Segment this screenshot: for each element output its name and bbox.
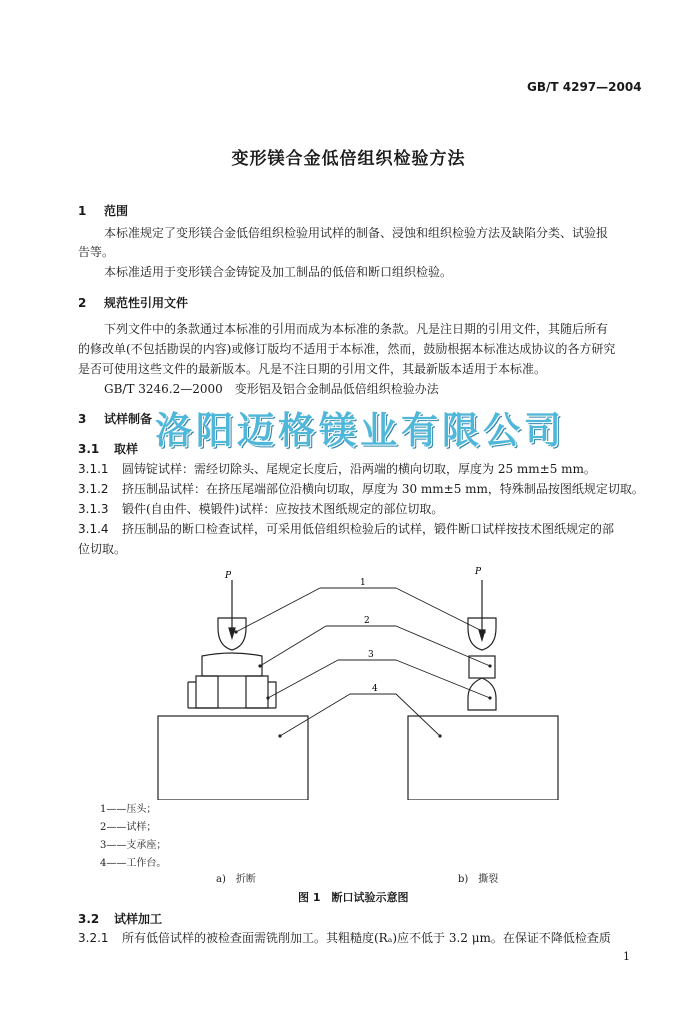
callout-3: 3 <box>368 650 374 660</box>
section-title: 规范性引用文件 <box>104 296 189 310</box>
subsection-3-2-heading <box>78 910 162 927</box>
page-number: 1 <box>623 950 630 963</box>
clause-text: 锻件(自由件、模锻件)试样：应按技术图纸规定的部位切取。 <box>122 502 444 516</box>
support-a <box>196 676 268 708</box>
clause-number: 3.1.3 <box>78 502 109 516</box>
clause-continuation: 位切取。 <box>78 542 127 556</box>
callout-4: 4 <box>372 684 378 694</box>
clause-3-1-1 <box>78 460 596 477</box>
clause-number: 3.1.1 <box>78 462 109 476</box>
figure-a-bend-fracture <box>158 580 308 800</box>
force-label-b: P <box>475 567 482 577</box>
force-label-a: P <box>225 571 232 581</box>
section-number: 1 <box>78 204 87 218</box>
support-b <box>468 678 496 710</box>
section-title: 范围 <box>104 204 129 218</box>
section-title: 试样制备 <box>104 412 153 426</box>
section-2-heading <box>78 294 188 311</box>
legend-item: 3——支承座； <box>100 840 167 851</box>
paragraph-line: 告等。 <box>78 245 115 259</box>
clause-3-1-2 <box>78 480 644 497</box>
company-watermark: 洛阳迈格镁业有限公司 <box>155 409 565 452</box>
clause-3-2-1 <box>78 929 611 946</box>
section-number: 2 <box>78 296 87 310</box>
paragraph-line: 本标准规定了变形镁合金低倍组织检验用试样的制备、浸蚀和组织检验方法及缺陷分类、试验报 <box>104 226 609 240</box>
normative-reference: GB/T 3246.2—2000 变形铝及铝合金制品低倍组织检验办法 <box>104 382 439 396</box>
subsection-3-1-heading <box>78 440 138 457</box>
section-number: 3.2 <box>78 912 100 926</box>
clause-text: 所有低倍试样的被检查面需铣削加工。其粗糙度(Rₐ)应不低于 3.2 μm。在保证不降低检查质 <box>122 931 611 945</box>
legend-item: 1——压头； <box>100 804 157 815</box>
document-title: 变形镁合金低倍组织检验方法 <box>231 149 466 169</box>
section-3-heading <box>78 410 152 427</box>
specimen-a <box>202 653 262 676</box>
figure-caption-a: a) 折断 <box>216 874 256 885</box>
fracture-test-diagram <box>150 560 560 800</box>
section-title: 试样加工 <box>114 912 163 926</box>
paragraph-line: 的修改单(不包括勘误的内容)或修订版均不适用于本标准，然而，鼓励根据本标准达成协议的各方研究 <box>78 342 616 356</box>
clause-3-1-3 <box>78 500 443 517</box>
figure-title: 图 1 断口试验示意图 <box>298 891 409 904</box>
section-number: 3 <box>78 412 87 426</box>
clause-text: 挤压制品试样：在挤压尾端部位沿横向切取，厚度为 30 mm±5 mm，特殊制品按图纸规定切取。 <box>122 482 644 496</box>
callout-1: 1 <box>360 578 366 588</box>
legend-item: 4——工作台。 <box>100 858 167 869</box>
callout-leaders <box>236 588 490 736</box>
callout-2: 2 <box>364 616 370 626</box>
clause-text: 挤压制品的断口检查试样，可采用低倍组织检验后的试样，锻件断口试样按技术图纸规定的部 <box>122 522 615 536</box>
standard-number: GB/T 4297—2004 <box>527 80 642 94</box>
workbench-b <box>408 716 558 800</box>
legend-item: 2——试样； <box>100 822 157 833</box>
figure-caption-b: b) 撕裂 <box>458 874 499 885</box>
paragraph-line: 是否可使用这些文件的最新版本。凡是不注日期的引用文件，其最新版本适用于本标准。 <box>78 362 547 376</box>
workbench-a <box>158 716 308 800</box>
figure-b-tear <box>408 580 558 800</box>
paragraph-line: 本标准适用于变形镁合金铸锭及加工制品的低倍和断口组织检验。 <box>104 265 453 279</box>
clause-3-1-4 <box>78 520 614 537</box>
section-1-heading <box>78 202 128 219</box>
section-title: 取样 <box>114 442 139 456</box>
paragraph-line: 下列文件中的条款通过本标准的引用而成为本标准的条款。凡是注日期的引用文件，其随后所有 <box>104 322 609 336</box>
clause-number: 3.2.1 <box>78 931 109 945</box>
section-number: 3.1 <box>78 442 100 456</box>
clause-text: 圆铸锭试样：需经切除头、尾规定长度后，沿两端的横向切取，厚度为 25 mm±5 mm。 <box>122 462 596 476</box>
clause-number: 3.1.4 <box>78 522 109 536</box>
clause-number: 3.1.2 <box>78 482 109 496</box>
arrowhead-a <box>229 628 235 638</box>
